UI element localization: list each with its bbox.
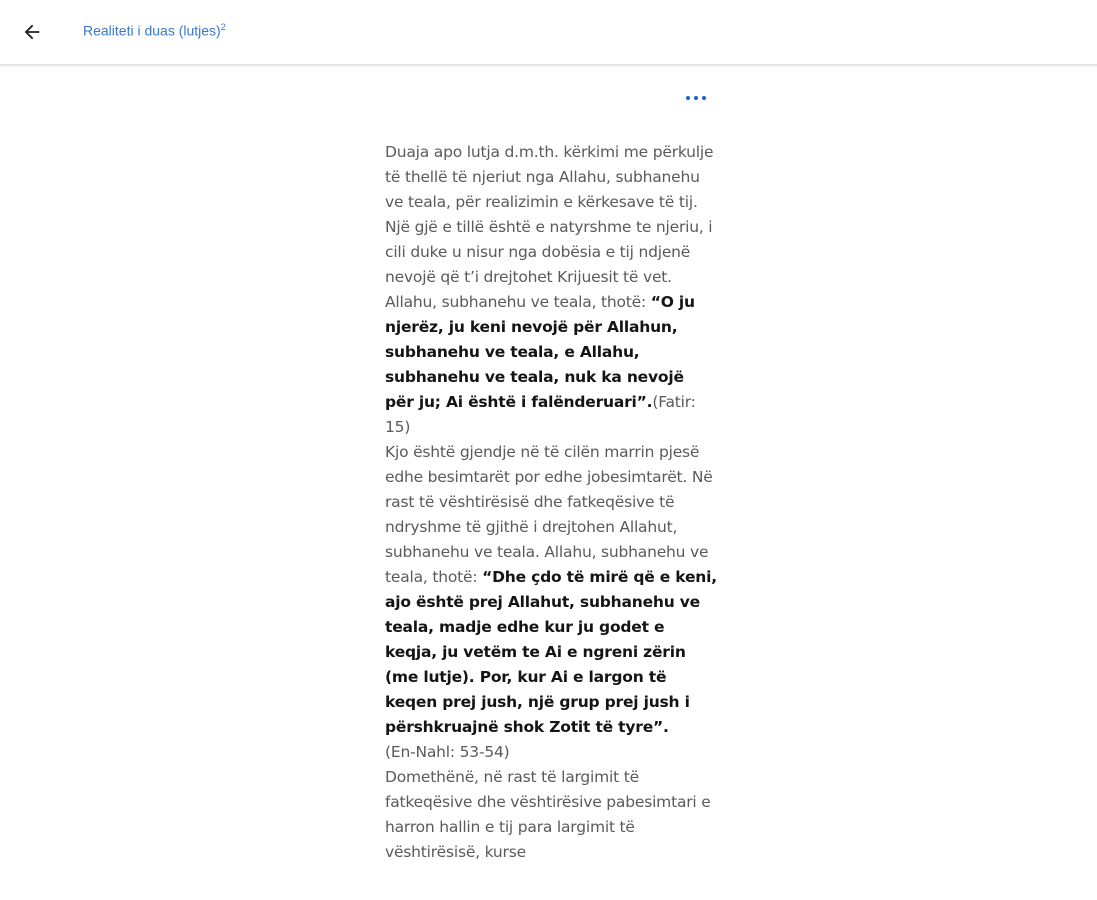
more-horizontal-icon-dot: [694, 96, 698, 100]
article-body: [385, 140, 717, 865]
quran-quote: “Dhe çdo të mirë që e keni, ajo është prej Allahut, subhanehu ve teala, madje edhe kur ju godet e keqja, ju vetëm te Ai e ngreni zërin (me lutje). Por, kur Ai e largon të keqen prej jush, një grup prej jush i përshkruajnë shok Zotit të tyre”.: [385, 568, 717, 736]
article-paragraph: [385, 440, 717, 765]
page-title: [83, 22, 226, 39]
paragraph-text: Duaja apo lutja d.m.th. kërkimi me përkulje të thellë të njeriut nga Allahu, subhanehu ve teala, për realizimin e kërkesave të tij. Një gjë e tillë është e natyrshme te njeriu, i cili duke u nisur nga dobësia e tij ndjenë nevojë që t’i drejtohet Krijuesit të vet. Allahu, subhanehu ve teala, thotë:: [385, 143, 714, 311]
back-button[interactable]: [14, 16, 50, 48]
article-paragraph: [385, 765, 717, 865]
app-bar: [0, 0, 1097, 66]
quran-reference: (En-Nahl: 53-54): [385, 743, 510, 761]
more-options-button[interactable]: [678, 86, 714, 110]
article-paragraph: [385, 140, 717, 440]
quran-quote: “O ju njerëz, ju keni nevojë për Allahun, subhanehu ve teala, e Allahu, subhanehu ve teala, nuk ka nevojë për ju; Ai është i falënderuari”.: [385, 293, 695, 411]
arrow-left-icon: [21, 21, 43, 43]
page-title-superscript: 2: [220, 22, 226, 32]
more-horizontal-icon-dot: [702, 96, 706, 100]
page-title-text: Realiteti i duas (lutjes): [83, 22, 221, 39]
paragraph-text: Domethënë, në rast të largimit të fatkeqësive dhe vështirësive pabesimtari e harron hallin e tij para largimit të vështirësisë, kurse: [385, 768, 711, 861]
quran-reference: (Fatir: 15): [385, 393, 696, 436]
more-horizontal-icon: [686, 96, 690, 100]
paragraph-text: Kjo është gjendje në të cilën marrin pjesë edhe besimtarët por edhe jobesimtarët. Në rast të vështirësisë dhe fatkeqësive të ndryshme të gjithë i drejtohen Allahut, subhanehu ve teala. Allahu, subhanehu ve teala, thotë:: [385, 443, 713, 586]
